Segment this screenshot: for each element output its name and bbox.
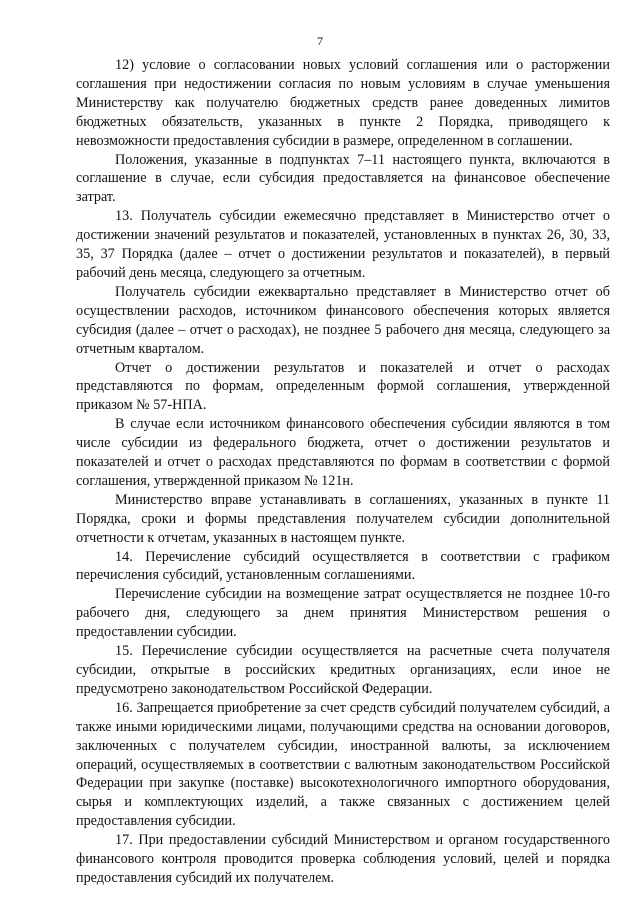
paragraph-14-transfer-schedule: 14. Перечисление субсидий осуществляется в соответствии с графиком перечисления субсидий, установленным соглашениями. <box>76 548 610 584</box>
paragraph-provisions-note: Положения, указанные в подпунктах 7–11 настоящего пункта, включаются в соглашение в случае, если субсидия предоставляется на финансовое обеспечение затрат. <box>76 151 610 206</box>
page-number: 7 <box>317 34 323 48</box>
paragraph-additional-reporting: Министерство вправе устанавливать в соглашениях, указанных в пункте 11 Порядка, сроки и формы представления получателем субсидии дополнительной отчетности к отчетам, указанных в настоящем пункте. <box>76 491 610 546</box>
paragraph-federal-budget-forms: В случае если источником финансового обеспечения субсидии являются в том числе субсидии из федерального бюджета, отчет о достижении результатов и показателей и отчет о расходах представляются по формам в соответствии с формой соглашения, утвержденной приказом № 121н. <box>76 416 610 489</box>
paragraph-report-forms: Отчет о достижении результатов и показателей и отчет о расходах представляются по формам, определенным формой соглашения, утвержденной приказом № 57-НПА. <box>76 359 610 414</box>
paragraph-17-compliance-check: 17. При предоставлении субсидий Министерством и органом государственного финансового контроля проводится проверка соблюдения условий, целей и порядка предоставления субсидий их получателем. <box>76 832 610 886</box>
paragraph-16-currency-prohibition: 16. Запрещается приобретение за счет средств субсидий получателем субсидий, а также иными юридическими лицами, получающими средства на основании договоров, заключенных с получателем субсидии, иностранной валюты, за исключением операций, осуществляемых в соответствии с валютным законодательством Российской Федерации при закупке (поставке) высокотехнологичного импортного оборудования, сырья и комплектующих изделий, а также связанных с достижением целей предоставления субсидии. <box>76 699 610 830</box>
paragraph-12-condition: 12) условие о согласовании новых условий соглашения или о расторжении соглашения при недостижении согласия по новым условиям в случае уменьшения Министерству как получателю бюджетных средств ранее доведенных лимитов бюджетных обязательств, указанных в пункте 2 Порядка, приводящего к невозможности предоставления субсидии в размере, определенном в соглашении. <box>76 57 610 149</box>
paragraph-quarterly-report: Получатель субсидии ежеквартально представляет в Министерство отчет об осуществлении расходов, источником финансового обеспечения которых является субсидия (далее – отчет о расходах), не позднее 5 рабочего дня месяца, следующего за отчетным кварталом. <box>76 283 610 357</box>
paragraph-reimbursement-transfer: Перечисление субсидии на возмещение затрат осуществляется не позднее 10-го рабочего дня, следующего за днем принятия Министерством решения о предоставлении субсидии. <box>76 586 610 641</box>
paragraph-13-monthly-report: 13. Получатель субсидии ежемесячно представляет в Министерство отчет о достижении значений результатов и показателей, установленных в пунктах 26, 30, 33, 35, 37 Порядка (далее – отчет о достижении результатов и показателей), в первый рабочий день месяца, следующего за отчетным. <box>76 208 610 281</box>
document-body <box>76 56 610 888</box>
paragraph-15-settlement-accounts: 15. Перечисление субсидии осуществляется на расчетные счета получателя субсидии, открытые в российских кредитных организациях, если иное не предусмотрено законодательством Российской Федерации. <box>76 643 610 697</box>
